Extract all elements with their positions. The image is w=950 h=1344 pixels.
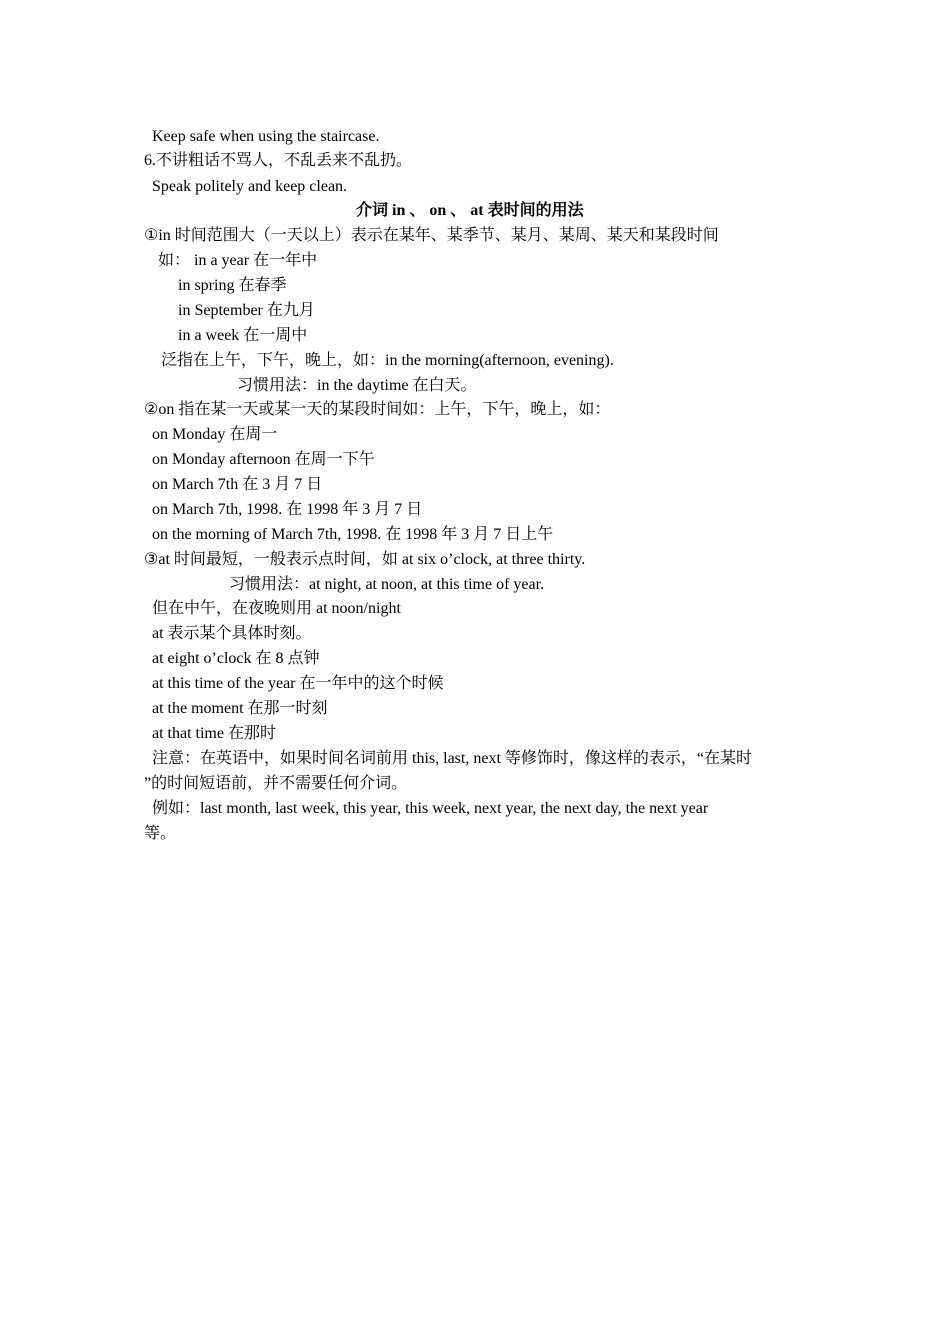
text-line: in September 在九月	[178, 302, 315, 319]
text-line: at 表示某个具体时刻。	[152, 625, 312, 642]
text-line: 泛指在上午，下午，晚上，如：in the morning(afternoon, evening).	[161, 352, 614, 369]
text-line: 等。	[144, 825, 177, 842]
text-line: on Monday afternoon 在周一下午	[152, 451, 375, 468]
text-line: at the moment 在那一时刻	[152, 700, 328, 717]
text-line: ”的时间短语前，并不需要任何介词。	[144, 775, 408, 792]
text-line: 但在中午，在夜晚则用 at noon/night	[152, 600, 401, 617]
text-line: 如： in a year 在一年中	[158, 252, 318, 269]
text-line: ②on 指在某一天或某一天的某段时间如：上午，下午，晚上，如：	[144, 401, 611, 418]
text-line: on Monday 在周一	[152, 426, 278, 443]
text-line: ③at 时间最短，一般表示点时间，如 at six o’clock, at three thirty.	[144, 551, 586, 568]
text-line: 习惯用法：in the daytime 在白天。	[237, 377, 477, 394]
text-line: ①in 时间范围大（一天以上）表示在某年、某季节、某月、某周、某天和某段时间	[144, 227, 719, 244]
text-line: Speak politely and keep clean.	[152, 178, 348, 195]
text-line: at that time 在那时	[152, 725, 276, 742]
text-line: in a week 在一周中	[178, 327, 308, 344]
text-line: at eight o’clock 在 8 点钟	[152, 650, 320, 667]
text-line: 6.不讲粗话不骂人，不乱丢来不乱扔。	[144, 152, 413, 169]
text-line: on March 7th 在 3 月 7 日	[152, 476, 323, 493]
text-line: 习惯用法：at night, at noon, at this time of year.	[229, 576, 545, 593]
text-line: at this time of the year 在一年中的这个时候	[152, 675, 444, 692]
text-line: 例如：last month, last week, this year, this week, next year, the next day, the next year	[152, 800, 709, 817]
text-line: on the morning of March 7th, 1998. 在 1998 年 3 月 7 日上午	[152, 526, 554, 543]
text-line: in spring 在春季	[178, 277, 287, 294]
section-title: 介词 in 、 on 、 at 表时间的用法	[356, 202, 584, 219]
text-line: 注意：在英语中，如果时间名词前用 this, last, next 等修饰时，像这样的表示，“在某时	[152, 750, 752, 767]
text-line: on March 7th, 1998. 在 1998 年 3 月 7 日	[152, 501, 423, 518]
text-line: Keep safe when using the staircase.	[152, 128, 380, 145]
